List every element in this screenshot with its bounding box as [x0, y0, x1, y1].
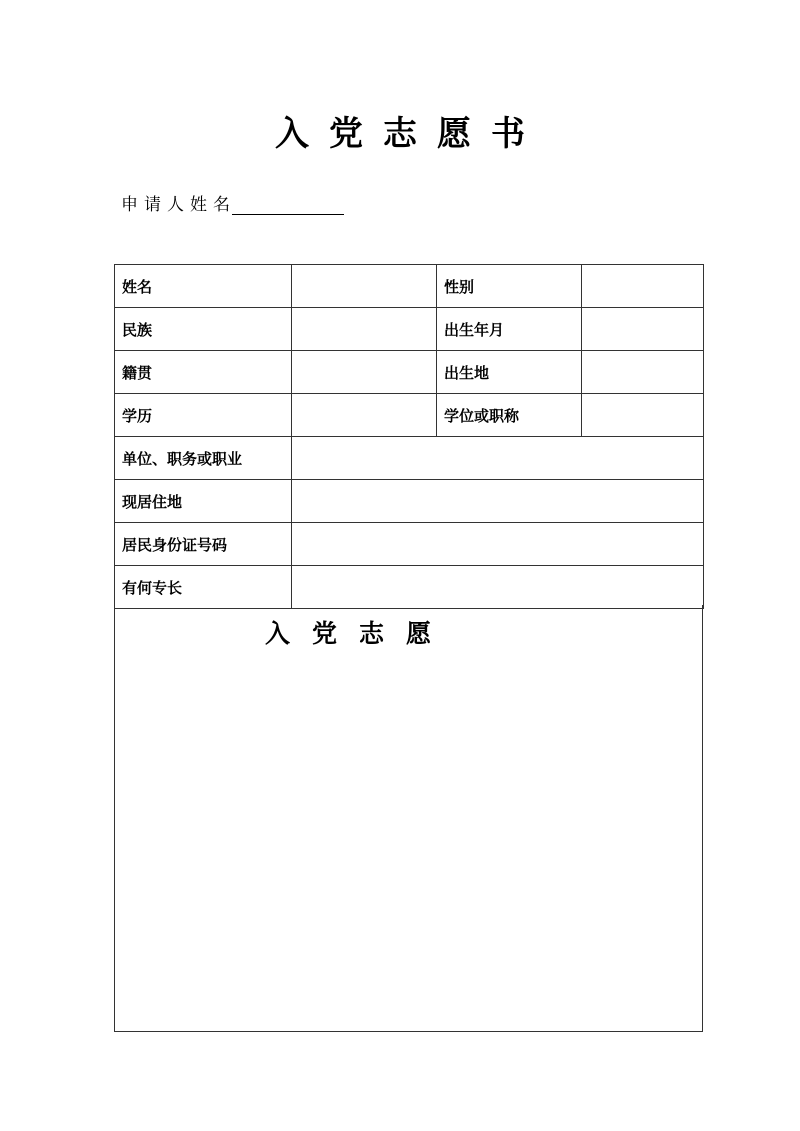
residence-field[interactable]: [292, 480, 704, 523]
table-row: [115, 308, 704, 351]
ethnicity-label: 民族: [115, 308, 292, 351]
residence-label: 现居住地: [115, 480, 292, 523]
native-place-field[interactable]: [292, 351, 437, 394]
birth-date-field[interactable]: [582, 308, 704, 351]
education-label: 学历: [115, 394, 292, 437]
name-field[interactable]: [292, 265, 437, 308]
table-row: [115, 351, 704, 394]
table-row: [115, 394, 704, 437]
education-field[interactable]: [292, 394, 437, 437]
birthplace-label: 出生地: [437, 351, 582, 394]
document-title: 入党志愿书: [275, 114, 545, 154]
gender-field[interactable]: [582, 265, 704, 308]
gender-label: 性别: [437, 265, 582, 308]
applicant-name-label: 申请人姓名: [121, 195, 236, 215]
wish-section-title: 入党志愿: [265, 619, 454, 648]
applicant-name-field[interactable]: [232, 194, 344, 215]
birth-date-label: 出生年月: [437, 308, 582, 351]
employer-position-field[interactable]: [292, 437, 704, 480]
id-number-label: 居民身份证号码: [115, 523, 292, 566]
application-form-table: [114, 264, 704, 609]
name-label: 姓名: [115, 265, 292, 308]
table-row: [115, 566, 704, 609]
wish-statement-area[interactable]: [114, 605, 703, 1032]
applicant-name-row: [121, 190, 344, 215]
ethnicity-field[interactable]: [292, 308, 437, 351]
table-row: [115, 265, 704, 308]
table-row: [115, 437, 704, 480]
id-number-field[interactable]: [292, 523, 704, 566]
specialty-label: 有何专长: [115, 566, 292, 609]
native-place-label: 籍贯: [115, 351, 292, 394]
specialty-field[interactable]: [292, 566, 704, 609]
degree-title-field[interactable]: [582, 394, 704, 437]
table-row: [115, 480, 704, 523]
table-row: [115, 523, 704, 566]
birthplace-field[interactable]: [582, 351, 704, 394]
employer-position-label: 单位、职务或职业: [115, 437, 292, 480]
degree-title-label: 学位或职称: [437, 394, 582, 437]
